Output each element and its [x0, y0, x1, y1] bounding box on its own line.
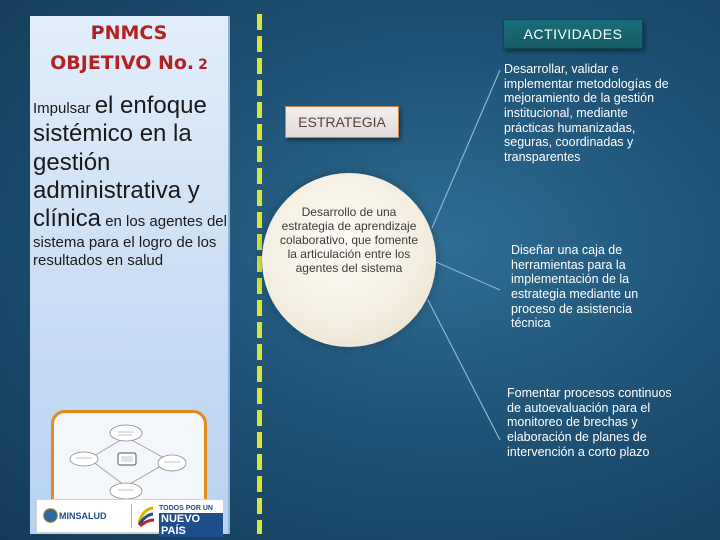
nuevo-pais-mark-icon: [137, 505, 155, 527]
connector-activity-2: [436, 262, 500, 290]
logos-bar: [36, 499, 224, 537]
logo-divider: [131, 504, 132, 528]
objective-panel: [30, 16, 230, 537]
minsalud-logo: MINSALUD: [59, 511, 107, 521]
activity-item-1: Desarrollar, validar e implementar metodologías de mejoramiento de la gestión institucional, mediante prácticas humanizadas, seguras, coordinadas y transparentes: [504, 62, 669, 164]
objective-text-part3: en los agentes del sistema para el logro de los resultados en salud: [33, 213, 227, 270]
objective-text: [33, 92, 229, 271]
nuevo-pais-logo: [159, 505, 223, 537]
minsalud-seal-icon: [43, 508, 58, 523]
objective-text-part1: Impulsar: [33, 100, 95, 117]
objective-text-part2: el enfoque sistémico en la gestión administrativa y clínica: [33, 92, 207, 233]
objective-label: OBJETIVO No.: [50, 52, 195, 74]
activity-item-2: Diseñar una caja de herramientas para la implementación de la estrategia mediante un proceso de asistencia técnica: [511, 243, 639, 331]
activity-item-3: Fomentar procesos continuos de autoevaluación para el monitoreo de brechas y elaboración de planes de intervención a corto plazo: [507, 386, 672, 459]
program-title: PNMCS: [90, 22, 168, 44]
nuevo-pais-line2: NUEVO PAÍS: [159, 513, 223, 537]
activities-header: ACTIVIDADES: [503, 19, 643, 49]
dashed-divider: [257, 14, 262, 534]
strategy-label-box: ESTRATEGIA: [285, 106, 399, 138]
nuevo-pais-line1: TODOS POR UN: [159, 505, 213, 512]
mini-diagram-graphic: [54, 413, 204, 513]
strategy-description: Desarrollo de una estrategia de aprendizaje colaborativo, que fomente la articulación entre los agentes del sistema: [279, 205, 419, 276]
connector-activity-1: [432, 70, 500, 228]
objective-title: [30, 52, 228, 74]
connector-activity-3: [428, 300, 500, 440]
objective-number: 2: [198, 57, 208, 73]
